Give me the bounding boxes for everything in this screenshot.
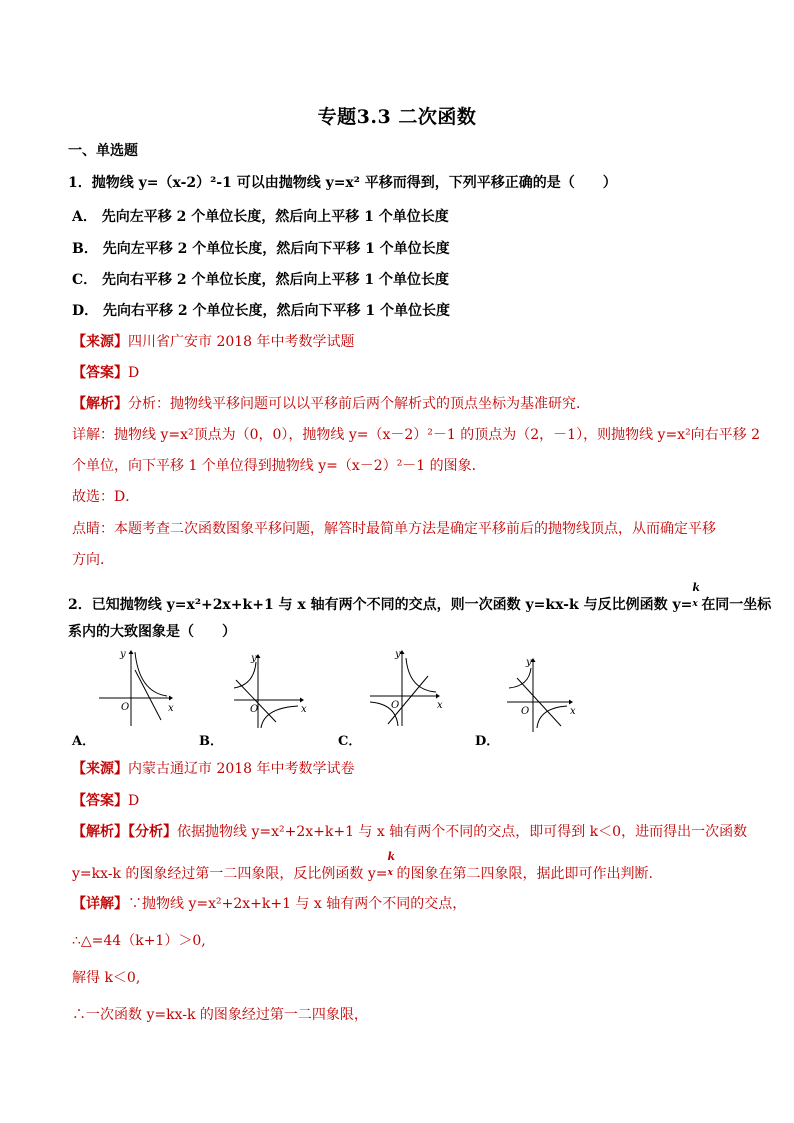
q1-comment-2: 方向． <box>72 552 114 568</box>
q1-analysis-tag: 【解析】 <box>72 396 128 412</box>
q2-analysis-2b: 的图象在第二四象限，据此即可作出判断. <box>396 866 653 882</box>
q2-analysis-sub-tag: 【分析】 <box>128 824 177 840</box>
q2-detail-tag: 【详解】 <box>72 896 128 912</box>
q2-frac-den: x <box>692 599 698 609</box>
graph-b-line <box>236 680 276 722</box>
graph-d-option-label: D． <box>475 734 500 749</box>
graph-d-x-label: x <box>570 706 576 717</box>
graph-a-option-label: A． <box>72 734 96 749</box>
graph-b-x-label: x <box>301 704 307 715</box>
q1-option-b: B． 先向左平移 2 个单位长度，然后向下平移 1 个单位长度 <box>72 241 450 257</box>
q1-option-d: D． 先向右平移 2 个单位长度，然后向下平移 1 个单位长度 <box>72 303 450 319</box>
q1-analysis-line <box>72 393 590 413</box>
graph-c-x-arrow <box>436 694 440 699</box>
q2-analysis-1: 依据抛物线 y=x²+2x+k+1 与 x 轴有两个不同的交点，即可得到 k＜0，进而得出一次函数 <box>177 824 748 840</box>
q2-step-1: ∴△=44（k+1）＞0, <box>72 933 206 949</box>
q2-frac-num: k <box>692 581 700 594</box>
graph-c-y-label: y <box>395 649 401 660</box>
q2-source: 内蒙古通辽市 2018 年中考数学试卷 <box>128 761 355 777</box>
q2-analysis-2a: y=kx-k 的图象经过第一二四象限，反比例函数 y= <box>72 866 388 882</box>
q2-source-tag: 【来源】 <box>72 761 128 777</box>
q2-stem-tail: 在同一坐标 <box>701 597 772 613</box>
q1-comment-1: 点睛：本题考查二次函数图象平移问题，解答时最简单方法是确定平移前后的抛物线顶点，从而确定平移 <box>72 521 716 537</box>
graph-a-origin-label: O <box>121 702 130 713</box>
graph-d-y-label: y <box>526 657 532 668</box>
graph-c-option-label: C． <box>338 734 362 749</box>
graph-d <box>503 656 583 736</box>
graph-b-y-label: y <box>251 653 257 664</box>
q2-analysis-frac-num: k <box>387 850 396 863</box>
q1-source: 四川省广安市 2018 年中考数学试题 <box>128 334 355 350</box>
q2-answer-line <box>72 790 139 810</box>
q1-answer-tag: 【答案】 <box>72 365 128 381</box>
graph-b-origin-label: O <box>250 704 259 715</box>
q2-fraction <box>692 581 701 609</box>
q2-stem-text: 2．已知抛物线 y=x²+2x+k+1 与 x 轴有两个不同的交点，则一次函数 y=kx-k 与反比例函数 y= <box>68 597 693 613</box>
q2-analysis-line <box>72 821 747 841</box>
page-title: 专题3.3 二次函数 <box>317 106 477 128</box>
q2-analysis-tag: 【解析】 <box>72 824 128 840</box>
q2-stem-1 <box>68 581 772 614</box>
graph-a-line <box>135 670 161 720</box>
graph-b-x-arrow <box>300 698 304 703</box>
q2-analysis-fraction <box>387 850 397 878</box>
q1-option-c: C． 先向右平移 2 个单位长度，然后向上平移 1 个单位长度 <box>72 272 449 288</box>
q1-option-a: A． 先向左平移 2 个单位长度，然后向上平移 1 个单位长度 <box>72 209 449 225</box>
graph-b <box>230 652 310 732</box>
q2-source-line <box>72 758 355 778</box>
q1-stem: 1．抛物线 y=（x-2）²-1 可以由抛物线 y=x² 平移而得到，下列平移正确的是（ ） <box>68 175 617 191</box>
graph-b-hyperbola-upper <box>234 662 256 688</box>
q2-stem-2: 系内的大致图象是（ ） <box>68 624 236 640</box>
q1-detail-2: 个单位，向下平移 1 个单位得到抛物线 y=（x－2）²－1 的图象． <box>72 458 486 474</box>
graph-d-origin-label: O <box>521 706 530 717</box>
q1-source-line <box>72 331 355 351</box>
graph-b-hyperbola-lower <box>261 706 298 728</box>
q2-analysis-frac-den: x <box>387 868 393 878</box>
graph-a-x-arrow <box>169 696 173 701</box>
q2-step-2: 解得 k＜0, <box>72 970 141 986</box>
graph-a-hyperbola <box>135 652 167 696</box>
q2-answer-tag: 【答案】 <box>72 793 128 809</box>
graph-c-hyperbola-upper <box>406 658 436 692</box>
q1-answer-line <box>72 362 139 382</box>
section-heading: 一、单选题 <box>68 143 138 159</box>
q2-detail-line <box>72 893 466 913</box>
q2-analysis-2 <box>72 850 653 883</box>
graph-c <box>368 648 448 728</box>
graph-c-x-label: x <box>437 700 443 711</box>
q1-choice: 故选：D． <box>72 489 140 505</box>
q1-detail-1: 详解：抛物线 y=x²顶点为（0，0），抛物线 y=（x－2）²－1 的顶点为（2，－1），则抛物线 y=x²向右平移 2 <box>72 427 761 443</box>
graph-a-y-label: y <box>120 649 126 660</box>
q1-analysis: 分析：抛物线平移问题可以以平移前后两个解析式的顶点坐标为基准研究． <box>128 396 590 412</box>
graph-a-x-label: x <box>168 703 174 714</box>
q2-answer: D <box>128 793 140 809</box>
graph-d-x-arrow <box>569 700 573 705</box>
graph-d-hyperbola-lower <box>537 706 567 728</box>
q2-detail-1: ∵抛物线 y=x²+2x+k+1 与 x 轴有两个不同的交点， <box>128 896 467 912</box>
graph-d-hyperbola-upper <box>509 668 531 688</box>
graph-c-origin-label: O <box>391 700 400 711</box>
graph-a <box>95 648 175 728</box>
q2-step-3: ∴一次函数 y=kx-k 的图象经过第一二四象限， <box>72 1007 368 1023</box>
q1-answer: D <box>128 365 140 381</box>
graph-a-y-arrow <box>129 650 134 654</box>
q1-source-tag: 【来源】 <box>72 334 128 350</box>
graph-b-option-label: B． <box>199 734 223 749</box>
